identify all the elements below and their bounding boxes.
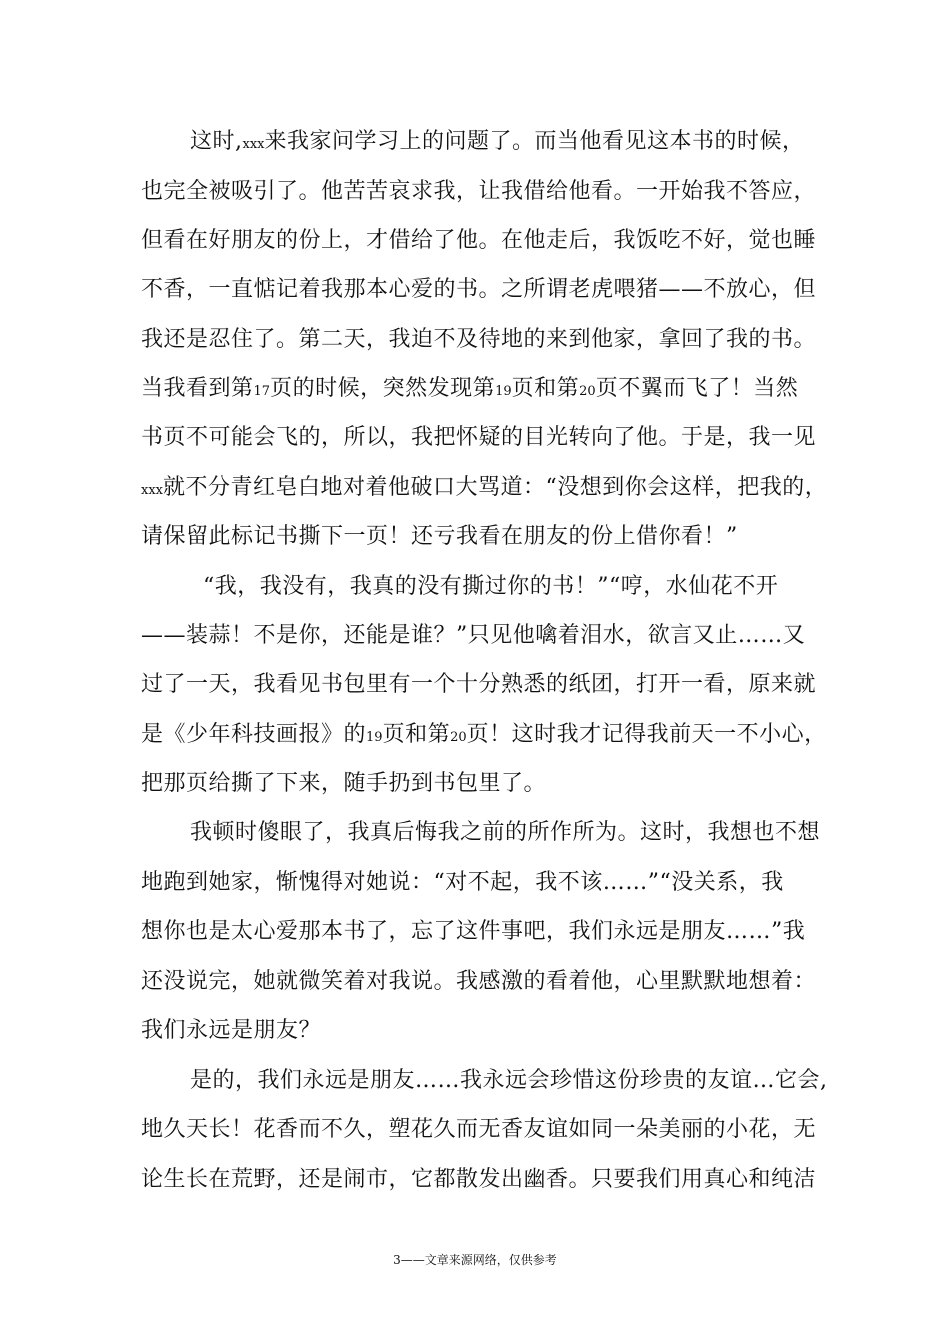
- text-line: 想你也是太心爱那本书了，忘了这件事吧，我们永远是朋友……”我: [141, 919, 806, 944]
- text-line: 我顿时傻眼了，我真后悔我之前的所作所为。这时，我想也不想: [190, 820, 821, 845]
- text-line: 是《少年科技画报》的19页和第20页！这时我才记得我前天一不小心，: [141, 722, 827, 747]
- text-line: 还没说完，她就微笑着对我说。我感激的看着他，心里默默地想着：: [141, 969, 817, 994]
- text-line: 论生长在荒野，还是闹市，它都散发出幽香。只要我们用真心和纯洁: [141, 1167, 817, 1192]
- text-line: 也完全被吸引了。他苦苦哀求我，让我借给他看。一开始我不答应，: [141, 179, 817, 204]
- text-line: 我还是忍住了。第二天，我迫不及待地的来到他家，拿回了我的书。: [141, 327, 817, 352]
- text-line: 请保留此标记书撕下一页！还亏我看在朋友的份上借你看！”: [141, 524, 738, 549]
- text-line: ——装蒜！不是你，还能是谁？”只见他噙着泪水，欲言又止……又: [141, 623, 806, 648]
- text-line: 当我看到第17页的时候，突然发现第19页和第20页不翼而飞了！当然: [141, 376, 799, 401]
- text-line: 是的，我们永远是朋友……我永远会珍惜这份珍贵的友谊…它会,: [190, 1068, 828, 1093]
- text-line: 不香，一直惦记着我那本心爱的书。之所谓老虎喂猪——不放心，但: [141, 277, 817, 302]
- text-line: 但看在好朋友的份上，才借给了他。在他走后，我饭吃不好，觉也睡: [141, 228, 817, 253]
- text-line: 地久天长！花香而不久，塑花久而无香友谊如同一朵美丽的小花，无: [141, 1117, 817, 1142]
- text-line: “我，我没有，我真的没有撕过你的书！”“哼，水仙花不开: [203, 574, 779, 599]
- text-line: 这时,xxx来我家问学习上的问题了。而当他看见这本书的时候，: [190, 129, 805, 154]
- page-footer: 3——文章来源网络，仅供参考: [393, 1253, 557, 1267]
- text-line: 过了一天，我看见书包里有一个十分熟悉的纸团，打开一看，原来就: [141, 672, 817, 697]
- text-line: 把那页给撕了下来，随手扔到书包里了。: [141, 771, 547, 796]
- text-line: 书页不可能会飞的，所以，我把怀疑的目光转向了他。于是，我一见: [141, 425, 817, 450]
- text-line: 地跑到她家，惭愧得对她说：“对不起，我不该……”“没关系，我: [141, 870, 784, 895]
- text-line: xxx就不分青红皂白地对着他破口大骂道：“没想到你会这样，把我的，: [141, 475, 828, 500]
- text-line: 我们永远是朋友？: [141, 1018, 322, 1043]
